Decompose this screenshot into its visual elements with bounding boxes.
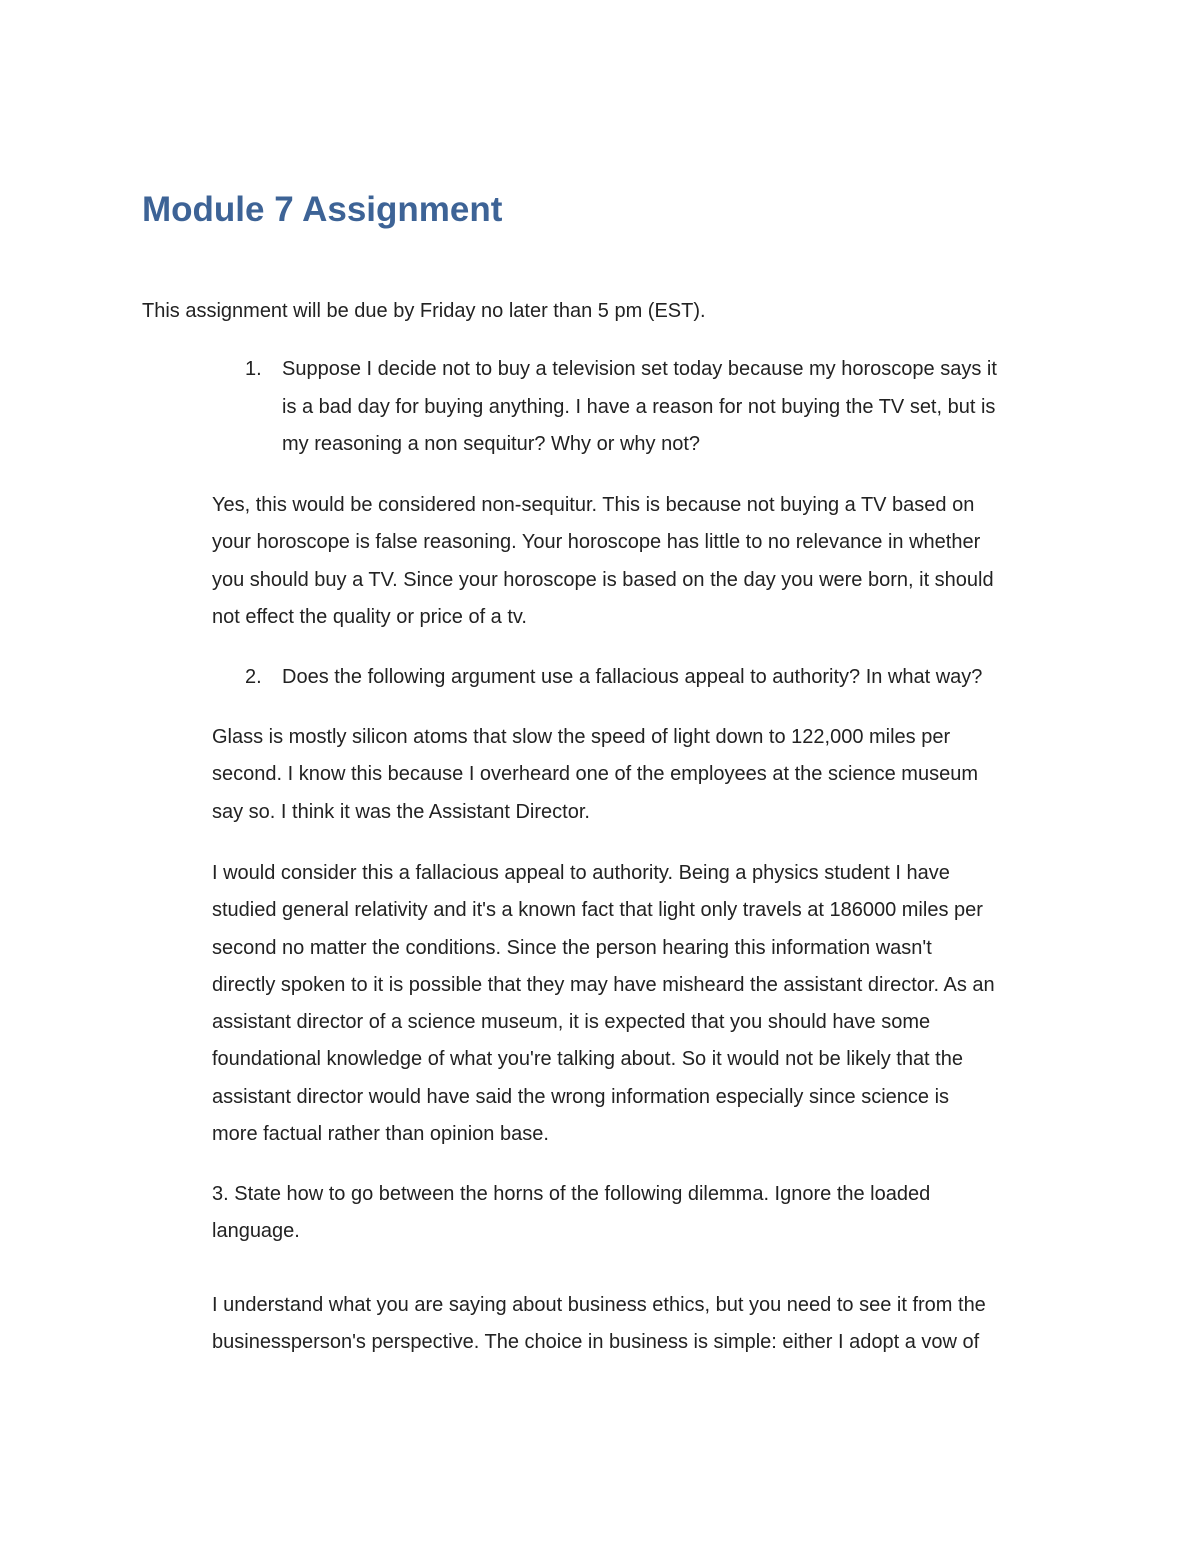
answer-1-line: your horoscope is false reasoning. Your horoscope has little to no relevance in whether: [212, 531, 981, 554]
argument-2-line: second. I know this because I overheard one of the employees at the science museum: [212, 763, 978, 786]
question-2: [245, 659, 1072, 697]
question-1-line: is a bad day for buying anything. I have a reason for not buying the TV set, but is: [282, 395, 996, 418]
answer-2-line: assistant director of a science museum, it is expected that you should have some: [212, 1011, 931, 1034]
dilemma-3: [212, 1287, 1072, 1362]
intro-text: This assignment will be due by Friday no later than 5 pm (EST).: [142, 300, 706, 322]
question-1-line: my reasoning a non sequitur? Why or why not?: [282, 433, 700, 455]
answer-2-line: foundational knowledge of what you're talking about. So it would not be likely that the: [212, 1048, 963, 1071]
question-3-line: language.: [212, 1220, 300, 1243]
argument-2: [212, 719, 1072, 831]
question-3-line: 3. State how to go between the horns of the following dilemma. Ignore the loaded: [212, 1183, 931, 1205]
answer-2: [212, 855, 1072, 1153]
answer-2-line: directly spoken to it is possible that they may have misheard the assistant director. As an: [212, 973, 995, 996]
answer-1-line: not effect the quality or price of a tv.: [212, 605, 527, 628]
dilemma-3-line: I understand what you are saying about business ethics, but you need to see it from the: [212, 1294, 986, 1316]
answer-1-line: Yes, this would be considered non-sequitur. This is because not buying a TV based on: [212, 494, 975, 516]
question-2-number: 2.: [245, 666, 262, 688]
argument-2-line: say so. I think it was the Assistant Director.: [212, 800, 590, 823]
answer-2-line: second no matter the conditions. Since the person hearing this information wasn't: [212, 936, 932, 959]
question-1: [245, 351, 1072, 464]
answer-1: [212, 487, 1072, 636]
answer-2-line: I would consider this a fallacious appeal to authority. Being a physics student I have: [212, 862, 950, 884]
question-1-line: Suppose I decide not to buy a television set today because my horoscope says it: [282, 358, 997, 380]
question-3: [212, 1176, 1072, 1251]
answer-2-line: studied general relativity and it's a known fact that light only travels at 186000 miles per: [212, 899, 983, 922]
page-title: Module 7 Assignment: [142, 190, 503, 229]
dilemma-3-line: businessperson's perspective. The choice in business is simple: either I adopt a vow of: [212, 1331, 980, 1354]
answer-1-line: you should buy a TV. Since your horoscope is based on the day you were born, it should: [212, 568, 994, 591]
question-2-line: Does the following argument use a fallacious appeal to authority? In what way?: [282, 666, 983, 688]
argument-2-line: Glass is mostly silicon atoms that slow the speed of light down to 122,000 miles per: [212, 726, 951, 748]
question-1-number: 1.: [245, 358, 262, 380]
answer-2-line: more factual rather than opinion base.: [212, 1123, 549, 1146]
answer-2-line: assistant director would have said the wrong information especially since science is: [212, 1085, 950, 1108]
